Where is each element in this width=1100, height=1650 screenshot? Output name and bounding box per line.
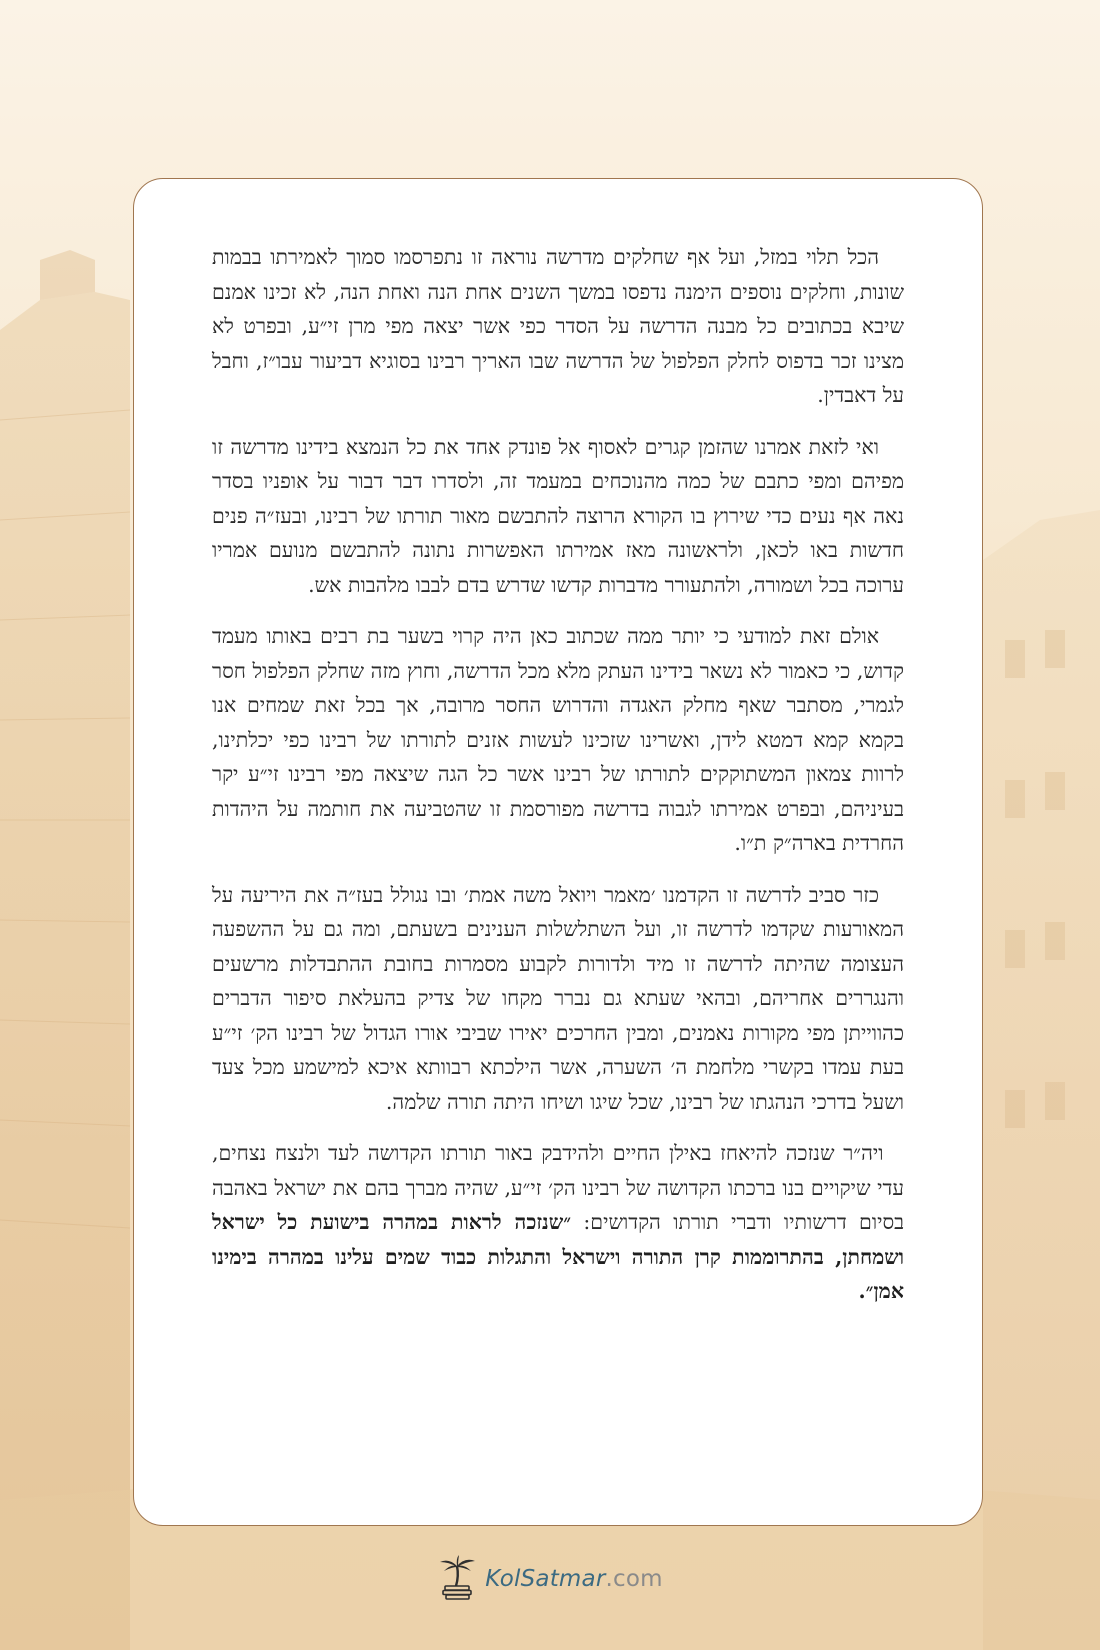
paragraph-5 (212, 1136, 904, 1309)
text-card (133, 178, 983, 1526)
document-body (212, 240, 904, 1309)
brand-domain: .com (605, 1566, 663, 1592)
paragraph-5-regular: ויה״ר שנזכה להיאחז באילן החיים ולהידבק באור תורתו הקדושה לעד ולנצח נצחים, עדי שיקויים בנו ברכתו הקדושה של רבינו הק׳ זי״ע, שהיה מברך בהם את ישראל באהבה בסיום דרשותיו ודברי תורתו הקדושים: (212, 1141, 904, 1234)
paragraph-1: הכל תלוי במזל, ועל אף שחלקים מדרשה נוראה זו נתפרסמו סמוך לאמירתו בבמות שונות, וחלקים נוספים הימנה נדפסו במשך השנים אחת הנה ואחת הנה, לא זכינו אמנם שיבא בכתובים כל מבנה הדרשה על הסדר כפי אשר יצאה מפי מרן זי״ע, ובפרט לא מצינו זכר בדפוס לחלק הפלפול של הדרשה שבו האריך רבינו בסוגיא דביעור עבו״ז, וחבל על דאבדין. (212, 245, 904, 407)
paragraph-4: כזר סביב לדרשה זו הקדמנו ׳מאמר ויואל משה אמת׳ ובו נגולל בעז״ה את היריעה על המאורעות שקדמו לדרשה זו, ועל השתלשלות הענינים בשעתם, ומה גם על ההשפעה העצומה שהיתה לדרשה זו מיד ולדורות לקבוע מסמרות בחובת ההתבדלות מרשעים והנגררים אחריהם, ובהאי שעתא גם נברר מקחו של צדיק בהעלאת סיפור הדברים כהווייתן מפי מקורות נאמנים, ומבין החרכים יאירו שביבי אורו הגדול של רבינו הק׳ זי״ע בעת עמדו בקשרי מלחמת ה׳ השערה, אשר הילכתא רבוותא איכא למישמע מכל צעד ושעל בדרכי הנהגתו של רבינו, שכל שיגו ושיחו היתה תורה שלמה. (212, 882, 904, 1114)
brand-text (485, 1566, 662, 1592)
paragraph-2: ואי לזאת אמרנו שהזמן קגרים לאסוף אל פונדק אחד את כל הנמצא בידינו מדרשה זו מפיהם ומפי כתבם של כמה מהנוכחים במעמד זה, ולסדרו דבר דבור על אופניו בסדר נאה אף נעים כדי שירוץ בו הקורא הרוצה להתבשם מאור תורתו של רבינו, ובעז״ה פנים חדשות באו לכאן, ולראשונה מאז אמירתו האפשרות נתונה להתבשם מנועם אמריו ערוכה בכל ושמורה, ולהתעורר מדברות קדשו שדרש בדם לבבו מלהבות אש. (212, 434, 904, 597)
brand-name: KolSatmar (485, 1566, 606, 1592)
footer (0, 1552, 1100, 1606)
paragraph-5-indent (884, 1141, 905, 1165)
paragraph-3: אולם זאת למודעי כי יותר ממה שכתוב כאן היה קרוי בשער בת רבים באותו מעמד קדוש, כי כאמור לא נשאר בידינו העתק מלא מכל הדרשה, וחוץ מזה שחלק הפלפול חסר לגמרי, מסתבר שאף מחלק האגדה והדרוש החסר מרובה, אך בכל זאת שמחים אנו בקמא קמא דמטא לידן, ואשרינו שזכינו לעשות אזנים לתורתו של רבינו כפי יכלתינו, לרוות צמאון המשתוקקים לתורתו של רבינו אשר כל הגה שיצאה מפי רבינו זי״ע יקר בעיניהם, ובפרט אמירתו לגבוה בדרשה מפורסמת זו שהטביעה את חותמה על היהדות החרדית בארה״ק ת״ו. (212, 624, 904, 855)
closing-blessing: ״שנזכה לראות במהרה בישועת כל ישראל ושמחתן, בהתרוממות קרן התורה וישראל והתגלות כבוד שמים עלינו במהרה בימינו אמן״. (212, 1210, 904, 1303)
site-logo[interactable] (437, 1554, 662, 1604)
palm-tree-books-icon (437, 1554, 477, 1604)
